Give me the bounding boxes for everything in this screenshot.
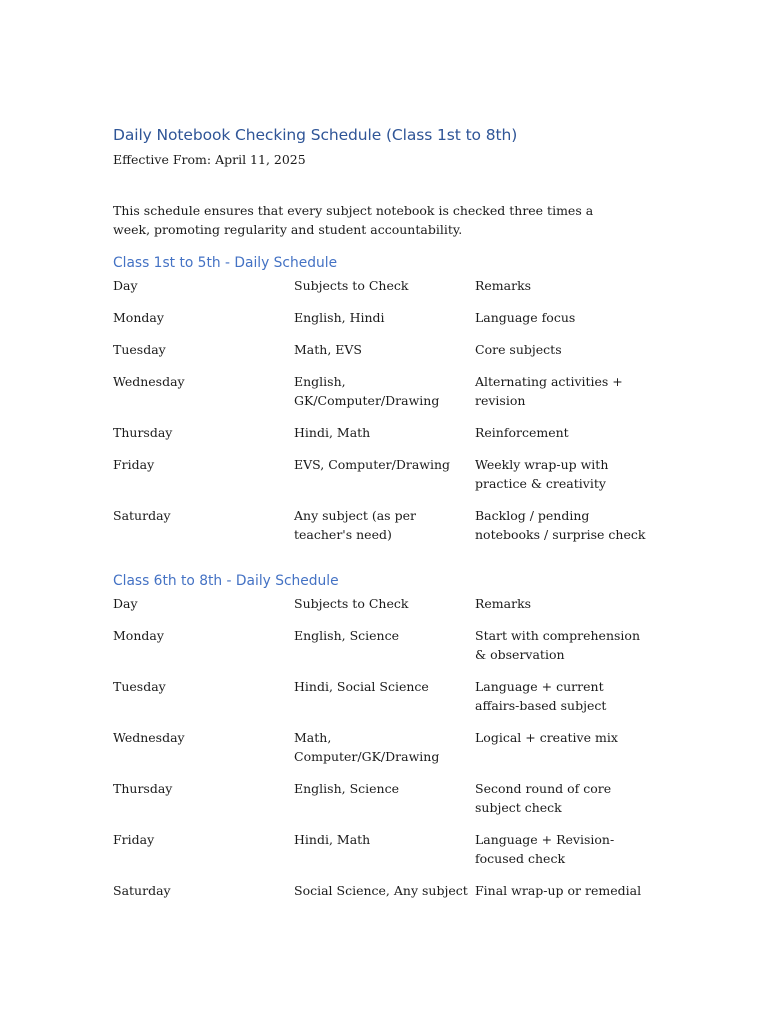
cell-subjects: English, Hindi [294, 310, 385, 325]
cell-day: Friday [113, 457, 155, 472]
table-row [113, 455, 650, 506]
intro-paragraph: This schedule ensures that every subject notebook is checked three times a week, promoting regularity and student accountability. [113, 203, 594, 237]
header-remarks: Remarks [475, 278, 532, 293]
table-header-row [113, 276, 650, 308]
document-title: Daily Notebook Checking Schedule (Class 1st to 8th) [113, 126, 518, 144]
cell-remarks: Weekly wrap-up with practice & creativity [475, 457, 609, 491]
cell-remarks: Language + Revision-focused check [475, 832, 615, 866]
cell-remarks: Language + current affairs-based subject [475, 679, 607, 713]
cell-subjects: Any subject (as per teacher's need) [294, 508, 416, 542]
cell-remarks: Start with comprehension & observation [475, 628, 640, 662]
document-page [113, 124, 673, 913]
cell-subjects: Hindi, Social Science [294, 679, 429, 694]
table-header-row [113, 594, 650, 626]
header-subjects: Subjects to Check [294, 596, 409, 611]
cell-remarks: Final wrap-up or remedial [475, 883, 642, 898]
table-row [113, 728, 650, 779]
table-row [113, 308, 650, 340]
header-day: Day [113, 278, 138, 293]
cell-remarks: Reinforcement [475, 425, 569, 440]
table-row [113, 423, 650, 455]
cell-day: Thursday [113, 781, 173, 796]
cell-subjects: Hindi, Math [294, 425, 371, 440]
schedule-table-class-1-5 [113, 276, 650, 557]
cell-remarks: Logical + creative mix [475, 730, 618, 745]
cell-remarks: Core subjects [475, 342, 562, 357]
cell-subjects: Math, Computer/GK/Drawing [294, 730, 440, 764]
cell-remarks: Language focus [475, 310, 576, 325]
cell-subjects: Hindi, Math [294, 832, 371, 847]
section-heading-class-1-5: Class 1st to 5th - Daily Schedule [113, 255, 338, 271]
cell-remarks: Alternating activities + revision [475, 374, 623, 408]
cell-day: Thursday [113, 425, 173, 440]
table-row [113, 830, 650, 881]
section-heading-class-6-8: Class 6th to 8th - Daily Schedule [113, 573, 339, 589]
cell-subjects: English, Science [294, 628, 399, 643]
cell-subjects: EVS, Computer/Drawing [294, 457, 451, 472]
cell-subjects: Math, EVS [294, 342, 362, 357]
schedule-table-class-6-8 [113, 594, 650, 913]
cell-day: Wednesday [113, 374, 185, 389]
cell-day: Wednesday [113, 730, 185, 745]
cell-subjects: English, Science [294, 781, 399, 796]
cell-day: Saturday [113, 508, 171, 523]
cell-subjects: Social Science, Any subject [294, 883, 468, 898]
cell-day: Tuesday [113, 342, 166, 357]
cell-subjects: English, GK/Computer/Drawing [294, 374, 440, 408]
cell-day: Monday [113, 310, 164, 325]
header-subjects: Subjects to Check [294, 278, 409, 293]
table-row [113, 881, 650, 913]
cell-day: Saturday [113, 883, 171, 898]
table-row [113, 626, 650, 677]
table-row [113, 340, 650, 372]
cell-day: Friday [113, 832, 155, 847]
table-row [113, 779, 650, 830]
effective-date: Effective From: April 11, 2025 [113, 152, 306, 167]
header-day: Day [113, 596, 138, 611]
table-row [113, 506, 650, 557]
cell-remarks: Backlog / pending notebooks / surprise check [475, 508, 646, 542]
cell-day: Tuesday [113, 679, 166, 694]
header-remarks: Remarks [475, 596, 532, 611]
table-row [113, 372, 650, 423]
cell-day: Monday [113, 628, 164, 643]
table-row [113, 677, 650, 728]
cell-remarks: Second round of core subject check [475, 781, 612, 815]
